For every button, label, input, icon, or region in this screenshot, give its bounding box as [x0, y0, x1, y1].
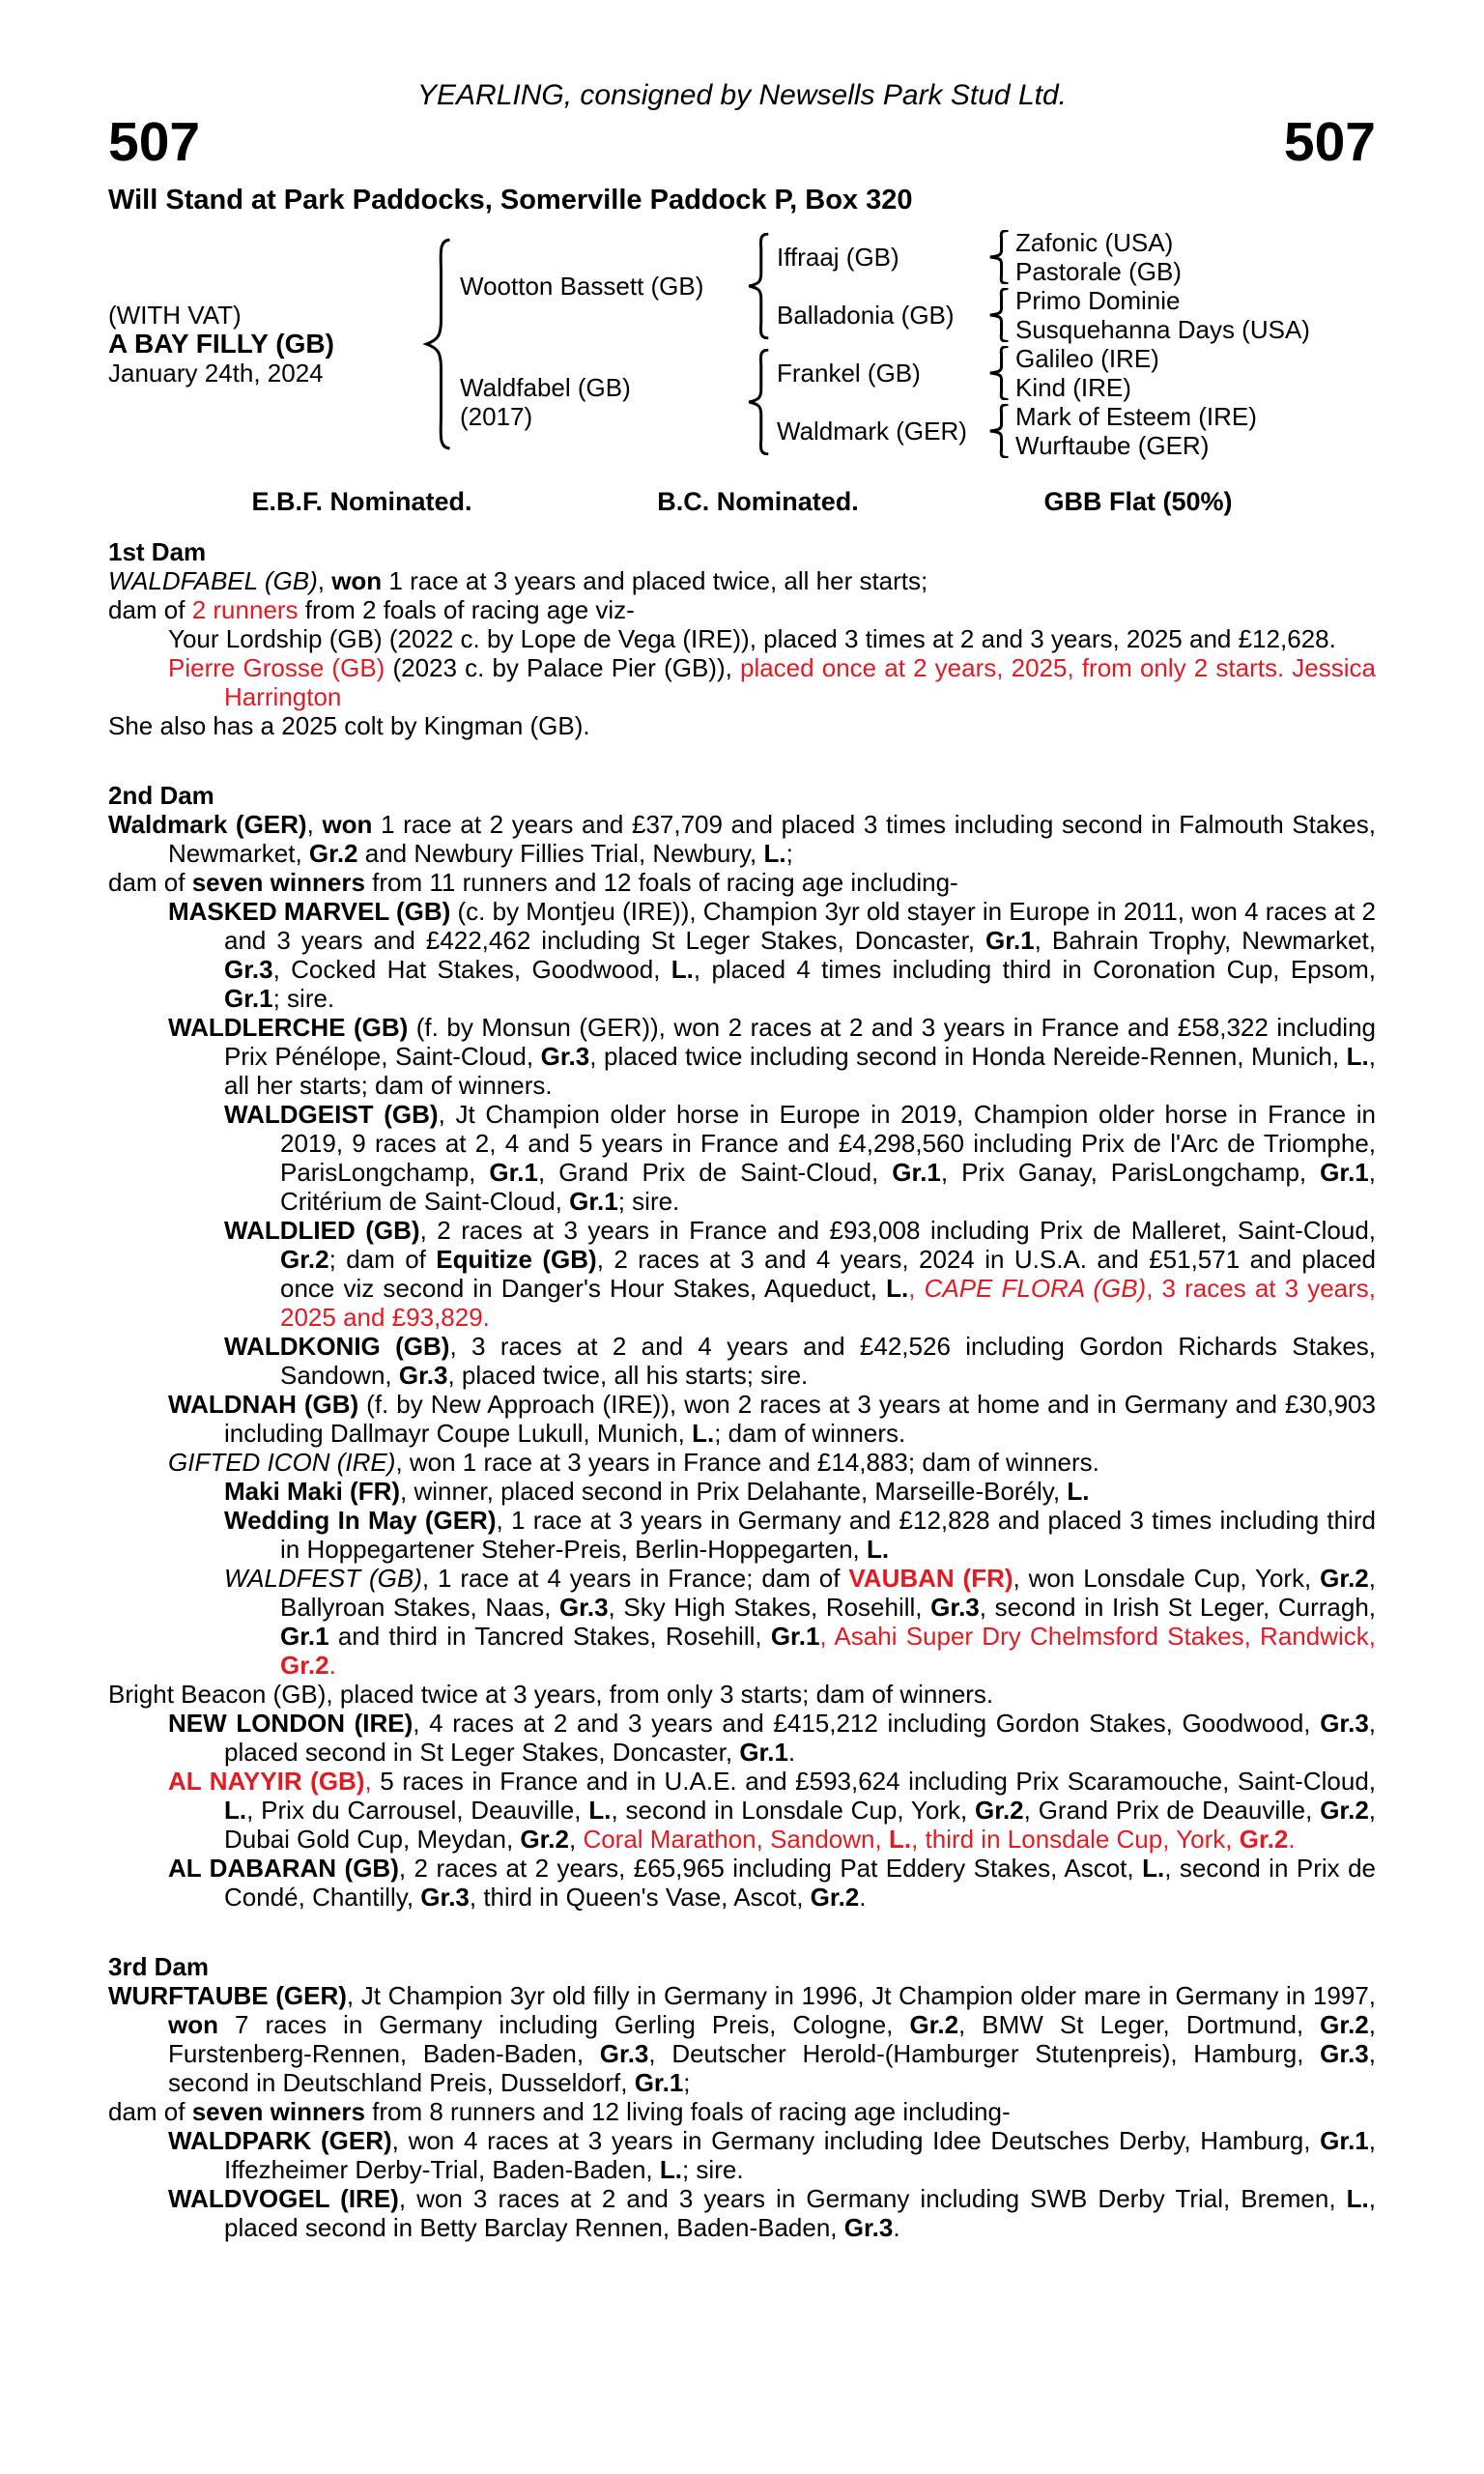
sire-dam-dam: Susquehanna Days (USA) — [1015, 315, 1310, 344]
sire-dam-name: Balladonia (GB) — [777, 301, 955, 330]
lot-number-left: 507 — [108, 111, 201, 173]
dam-sections — [108, 537, 1376, 2242]
pedigree-paragraph: She also has a 2025 colt by Kingman (GB). — [108, 711, 590, 740]
pedigree-paragraph: WALDPARK (GER), won 4 races at 3 years in Germany including Idee Deutsches Derby, Hamburg, Gr.1, Iffezheimer Derby-Trial, Baden-Baden, L.; sire. — [168, 2126, 1376, 2184]
dam-name: Waldfabel (GB) — [460, 373, 631, 402]
pedigree-paragraph: Waldmark (GER), won 1 race at 2 years and £37,709 and placed 3 times including second in Falmouth Stakes, Newmarket, Gr.2 and Newbury Fillies Trial, Newbury, L.; — [108, 810, 1376, 868]
section-heading: 2nd Dam — [108, 781, 214, 810]
section-heading: 1st Dam — [108, 537, 207, 566]
sire-name: Wootton Bassett (GB) — [460, 272, 704, 301]
ebf-nomination: E.B.F. Nominated. — [251, 487, 472, 516]
dam-dam-name: Waldmark (GER) — [777, 417, 967, 446]
pedigree-paragraph: WALDVOGEL (IRE), won 3 races at 2 and 3 years in Germany including SWB Derby Trial, Bremen, L., placed second in Betty Barclay Rennen, Baden-Baden, Gr.3. — [168, 2184, 1376, 2242]
lot-number-row — [108, 111, 1376, 173]
pedigree-paragraph: WALDLIED (GB), 2 races at 3 years in France and £93,008 including Prix de Malleret, Saint-Cloud, Gr.2; dam of Equitize (GB), 2 races at 3 and 4 years, 2024 in U.S.A. and £51,571 and placed once viz second in Danger's Hour Stakes, Aqueduct, L., CAPE FLORA (GB), 3 races at 3 years, 2025 and £93,829. — [224, 1216, 1376, 1332]
subject-block — [108, 228, 417, 460]
section-heading: 3rd Dam — [108, 1952, 210, 1981]
pedigree-paragraph: AL DABARAN (GB), 2 races at 2 years, £65,965 including Pat Eddery Stakes, Ascot, L., second in Prix de Condé, Chantilly, Gr.3, third in Queen's Vase, Ascot, Gr.2. — [168, 1854, 1377, 1912]
pedigree-paragraph: WALDFABEL (GB), won 1 race at 3 years and placed twice, all her starts; — [108, 566, 928, 595]
dam-sire-name: Frankel (GB) — [777, 359, 921, 388]
subject-name: A BAY FILLY (GB) — [108, 329, 334, 359]
pedigree-paragraph: dam of 2 runners from 2 foals of racing age viz- — [108, 595, 635, 624]
stand-location: Will Stand at Park Paddocks, Somerville Paddock P, Box 320 — [108, 185, 913, 216]
subject-foaling-date: January 24th, 2024 — [108, 359, 324, 388]
sire-sire-dam: Pastorale (GB) — [1015, 257, 1182, 286]
sire-sire-sire: Zafonic (USA) — [1015, 228, 1174, 257]
brace-icon — [742, 344, 777, 460]
pedigree-paragraph: MASKED MARVEL (GB) (c. by Montjeu (IRE)), Champion 3yr old stayer in Europe in 2011, won 4 races at 2 and 3 years and £422,462 including St Leger Stakes, Doncaster, Gr.1, Bahrain Trophy, Newmarket, Gr.3, Cocked Hat Stakes, Goodwood, L., placed 4 times including third in Coronation Cup, Epsom, Gr.1; sire. — [168, 897, 1376, 1013]
brace-icon — [742, 228, 777, 344]
pedigree-paragraph: WALDNAH (GB) (f. by New Approach (IRE)), won 2 races at 3 years at home and in Germany and £30,903 including Dallmayr Coupe Lukull, Munich, L.; dam of winners. — [168, 1390, 1376, 1448]
pedigree-paragraph: Bright Beacon (GB), placed twice at 3 years, from only 3 starts; dam of winners. — [108, 1680, 994, 1709]
pedigree-paragraph: AL NAYYIR (GB), 5 races in France and in U.A.E. and £593,624 including Prix Scaramouche, Saint-Cloud, L., Prix du Carrousel, Deauville, L., second in Lonsdale Cup, York, Gr.2, Grand Prix de Deauville, Gr.2, Dubai Gold Cup, Meydan, Gr.2, Coral Marathon, Sandown, L., third in Lonsdale Cup, York, Gr.2. — [168, 1767, 1377, 1854]
pedigree-paragraph: WALDKONIG (GB), 3 races at 2 and 4 years and £42,526 including Gordon Richards Stakes, Sandown, Gr.3, placed twice, all his starts; sire. — [224, 1332, 1376, 1390]
pedigree-paragraph: Your Lordship (GB) (2022 c. by Lope de Vega (IRE)), placed 3 times at 2 and 3 years, 2025 and £12,628. — [168, 624, 1336, 653]
dam-name-cell — [460, 344, 742, 460]
subject-vat: (WITH VAT) — [108, 301, 242, 330]
pedigree-table — [108, 228, 1376, 460]
sire-dam-sire: Primo Dominie — [1015, 286, 1181, 315]
pedigree-paragraph: Maki Maki (FR), winner, placed second in Prix Delahante, Marseille-Borély, L. — [224, 1477, 1090, 1506]
brace-icon — [985, 402, 1015, 460]
pedigree-paragraph: GIFTED ICON (IRE), won 1 race at 3 years in France and £14,883; dam of winners. — [168, 1448, 1099, 1477]
dam-dam-dam: Wurftaube (GER) — [1015, 431, 1210, 460]
brace-icon — [985, 228, 1015, 286]
gbb-nomination: GBB Flat (50%) — [1043, 487, 1233, 516]
pedigree-paragraph: dam of seven winners from 8 runners and 12 living foals of racing age including- — [108, 2097, 1011, 2126]
pedigree-paragraph: dam of seven winners from 11 runners and 12 foals of racing age including- — [108, 868, 958, 897]
dam-sire-dam: Kind (IRE) — [1015, 373, 1131, 402]
brace-icon — [985, 344, 1015, 402]
sire-name-cell — [460, 228, 742, 344]
pedigree-paragraph: Pierre Grosse (GB) (2023 c. by Palace Pier (GB)), placed once at 2 years, 2025, from only 2 starts. Jessica Harrington — [168, 653, 1377, 711]
nominations-row — [252, 487, 1233, 516]
pedigree-paragraph: WALDFEST (GB), 1 race at 4 years in France; dam of VAUBAN (FR), won Lonsdale Cup, York, Gr.2, Ballyroan Stakes, Naas, Gr.3, Sky High Stakes, Rosehill, Gr.3, second in Irish St Leger, Curragh, Gr.1 and third in Tancred Stakes, Rosehill, Gr.1, Asahi Super Dry Chelmsford Stakes, Randwick, Gr.2. — [224, 1564, 1376, 1680]
lot-number-right: 507 — [1283, 111, 1376, 173]
bc-nomination: B.C. Nominated. — [657, 487, 859, 516]
dam-dam-sire: Mark of Esteem (IRE) — [1015, 402, 1257, 431]
pedigree-paragraph: WALDLERCHE (GB) (f. by Monsun (GER)), won 2 races at 2 and 3 years in France and £58,322 including Prix Pénélope, Saint-Cloud, Gr.3, placed twice including second in Honda Nereide-Rennen, Munich, L., all her starts; dam of winners. — [168, 1013, 1376, 1100]
pedigree-paragraph: WALDGEIST (GB), Jt Champion older horse in Europe in 2019, Champion older horse in France in 2019, 9 races at 2, 4 and 5 years in France and £4,298,560 including Prix de l'Arc de Triomphe, ParisLongchamp, Gr.1, Grand Prix de Saint-Cloud, Gr.1, Prix Ganay, ParisLongchamp, Gr.1, Critérium de Saint-Cloud, Gr.1; sire. — [224, 1100, 1377, 1216]
brace-icon — [417, 228, 460, 460]
pedigree-paragraph: Wedding In May (GER), 1 race at 3 years in Germany and £12,828 and placed 3 times including third in Hoppegartener Steher-Preis, Berlin-Hoppegarten, L. — [224, 1506, 1377, 1564]
pedigree-paragraph: NEW LONDON (IRE), 4 races at 2 and 3 years and £415,212 including Gordon Stakes, Goodwood, Gr.3, placed second in St Leger Stakes, Doncaster, Gr.1. — [168, 1709, 1377, 1767]
brace-icon — [985, 286, 1015, 344]
dam-sire-sire: Galileo (IRE) — [1015, 344, 1159, 373]
consignor-line: YEARLING, consigned by Newsells Park Stud Ltd. — [417, 79, 1067, 111]
sire-sire-name: Iffraaj (GB) — [777, 243, 899, 272]
dam-year: (2017) — [460, 402, 533, 431]
pedigree-paragraph: WURFTAUBE (GER), Jt Champion 3yr old filly in Germany in 1996, Jt Champion older mare in Germany in 1997, won 7 races in Germany including Gerling Preis, Cologne, Gr.2, BMW St Leger, Dortmund, Gr.2, Furstenberg-Rennen, Baden-Baden, Gr.3, Deutscher Herold-(Hamburger Stutenpreis), Hamburg, Gr.3, second in Deutschland Preis, Dusseldorf, Gr.1; — [108, 1981, 1377, 2097]
